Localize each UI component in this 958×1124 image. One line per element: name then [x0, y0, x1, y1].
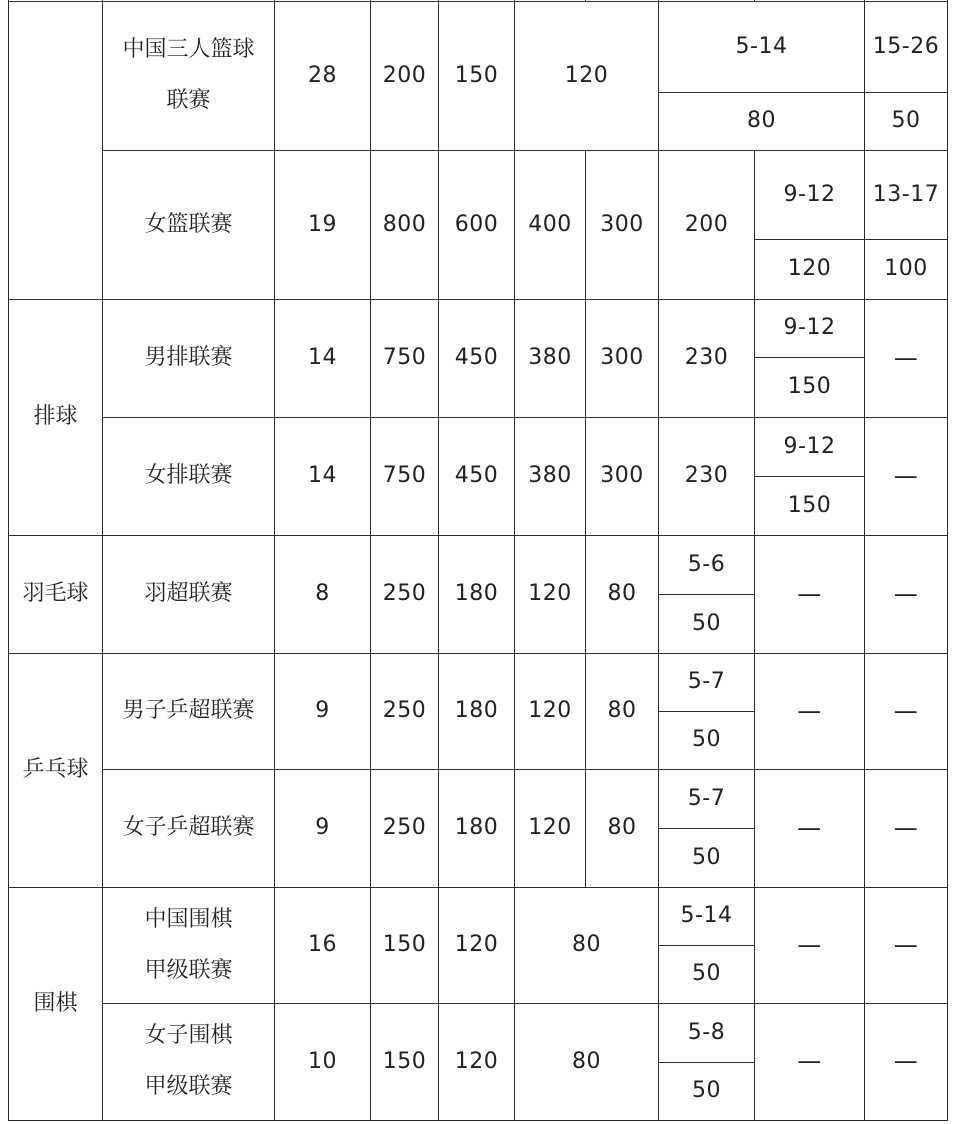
team-count-cell: 14	[275, 418, 371, 536]
second-prize-cell: 180	[439, 536, 515, 654]
third-prize-cell: 380	[515, 418, 586, 536]
empty-dash-cell: —	[755, 888, 865, 1004]
rank-prize-cell: 50	[659, 595, 755, 654]
table-row	[9, 770, 948, 829]
event-name-cell: 女篮联赛	[103, 151, 275, 300]
rank-range-cell: 5-6	[659, 536, 755, 595]
second-prize-cell: 120	[439, 888, 515, 1004]
rank-prize-cell: 80	[659, 93, 865, 151]
rank-prize-cell: 100	[865, 240, 948, 300]
event-name-line: 联赛	[166, 88, 211, 113]
empty-dash-cell: —	[755, 654, 865, 770]
event-name-line: 中国三人篮球	[122, 37, 255, 63]
prize-table	[8, 0, 948, 1121]
second-prize-cell: 600	[439, 151, 515, 300]
team-count-cell: 10	[275, 1004, 371, 1121]
team-count-cell: 8	[275, 536, 371, 654]
fifth-eighth-prize-cell: 230	[659, 418, 755, 536]
empty-dash-cell: —	[865, 888, 948, 1004]
empty-dash-cell: —	[755, 536, 865, 654]
table-row	[9, 1004, 948, 1063]
team-count-cell: 19	[275, 151, 371, 300]
table-row	[9, 2, 948, 93]
event-name-cell	[103, 2, 275, 151]
first-prize-cell: 150	[371, 1004, 439, 1121]
first-prize-cell: 150	[371, 888, 439, 1004]
rank-prize-cell: 50	[865, 93, 948, 151]
third-prize-cell: 120	[515, 770, 586, 888]
rank-range-cell: 9-12	[755, 418, 865, 477]
second-prize-cell: 180	[439, 654, 515, 770]
event-name-cell: 羽超联赛	[103, 536, 275, 654]
fourth-prize-cell: 80	[586, 654, 659, 770]
fourth-prize-cell: 300	[586, 300, 659, 418]
third-prize-cell: 400	[515, 151, 586, 300]
sport-cell-basketball	[9, 2, 103, 300]
first-prize-cell: 750	[371, 300, 439, 418]
table-row	[9, 888, 948, 946]
team-count-cell: 9	[275, 654, 371, 770]
table-row	[9, 654, 948, 712]
second-prize-cell: 150	[439, 2, 515, 151]
event-name-cell: 女排联赛	[103, 418, 275, 536]
rank-prize-cell: 120	[755, 240, 865, 300]
rank-prize-cell: 150	[755, 477, 865, 536]
rank-range-cell: 5-7	[659, 770, 755, 829]
event-name-line: 甲级联赛	[144, 1074, 233, 1099]
sport-cell-badminton: 羽毛球	[9, 536, 103, 654]
second-prize-cell: 450	[439, 300, 515, 418]
rank-range-cell: 5-14	[659, 2, 865, 93]
rank-range-cell: 13-17	[865, 151, 948, 240]
third-prize-cell: 380	[515, 300, 586, 418]
empty-dash-cell: —	[755, 1004, 865, 1121]
empty-dash-cell: —	[865, 300, 948, 418]
fifth-eighth-prize-cell: 200	[659, 151, 755, 300]
second-prize-cell: 120	[439, 1004, 515, 1121]
second-prize-cell: 450	[439, 418, 515, 536]
fourth-prize-cell: 80	[586, 770, 659, 888]
sport-cell-volleyball: 排球	[9, 300, 103, 536]
third-fourth-prize-cell: 120	[515, 2, 659, 151]
rank-range-cell: 9-12	[755, 151, 865, 240]
sport-cell-go: 围棋	[9, 888, 103, 1121]
first-prize-cell: 200	[371, 2, 439, 151]
rank-prize-cell: 50	[659, 712, 755, 770]
rank-prize-cell: 50	[659, 1063, 755, 1121]
team-count-cell: 16	[275, 888, 371, 1004]
first-prize-cell: 800	[371, 151, 439, 300]
table-row	[9, 536, 948, 595]
rank-prize-cell: 150	[755, 358, 865, 418]
table-row	[9, 418, 948, 477]
event-name-cell	[103, 888, 275, 1004]
third-fourth-prize-cell: 80	[515, 888, 659, 1004]
rank-range-cell: 9-12	[755, 300, 865, 358]
first-prize-cell: 250	[371, 536, 439, 654]
second-prize-cell: 180	[439, 770, 515, 888]
third-fourth-prize-cell: 80	[515, 1004, 659, 1121]
empty-dash-cell: —	[865, 536, 948, 654]
event-name-line: 甲级联赛	[144, 957, 233, 983]
rank-prize-cell: 50	[659, 946, 755, 1004]
event-name-cell	[103, 1004, 275, 1121]
event-name-cell: 男子乒超联赛	[103, 654, 275, 770]
empty-dash-cell: —	[755, 770, 865, 888]
empty-dash-cell: —	[865, 770, 948, 888]
first-prize-cell: 250	[371, 654, 439, 770]
rank-range-cell: 5-14	[659, 888, 755, 946]
event-name-line: 中国围棋	[144, 906, 233, 932]
rank-range-cell: 5-7	[659, 654, 755, 712]
third-prize-cell: 120	[515, 536, 586, 654]
empty-dash-cell: —	[865, 1004, 948, 1121]
empty-dash-cell: —	[865, 654, 948, 770]
fifth-eighth-prize-cell: 230	[659, 300, 755, 418]
event-name-cell: 男排联赛	[103, 300, 275, 418]
empty-dash-cell: —	[865, 418, 948, 536]
table-row	[9, 151, 948, 240]
rank-range-cell: 15-26	[865, 2, 948, 93]
team-count-cell: 9	[275, 770, 371, 888]
rank-prize-cell: 50	[659, 829, 755, 888]
team-count-cell: 28	[275, 2, 371, 151]
fourth-prize-cell: 300	[586, 151, 659, 300]
event-name-cell: 女子乒超联赛	[103, 770, 275, 888]
third-prize-cell: 120	[515, 654, 586, 770]
fourth-prize-cell: 300	[586, 418, 659, 536]
first-prize-cell: 250	[371, 770, 439, 888]
fourth-prize-cell: 80	[586, 536, 659, 654]
table-row	[9, 300, 948, 358]
rank-range-cell: 5-8	[659, 1004, 755, 1063]
first-prize-cell: 750	[371, 418, 439, 536]
team-count-cell: 14	[275, 300, 371, 418]
event-name-line: 女子围棋	[144, 1023, 233, 1049]
sport-cell-table-tennis: 乒乓球	[9, 654, 103, 888]
